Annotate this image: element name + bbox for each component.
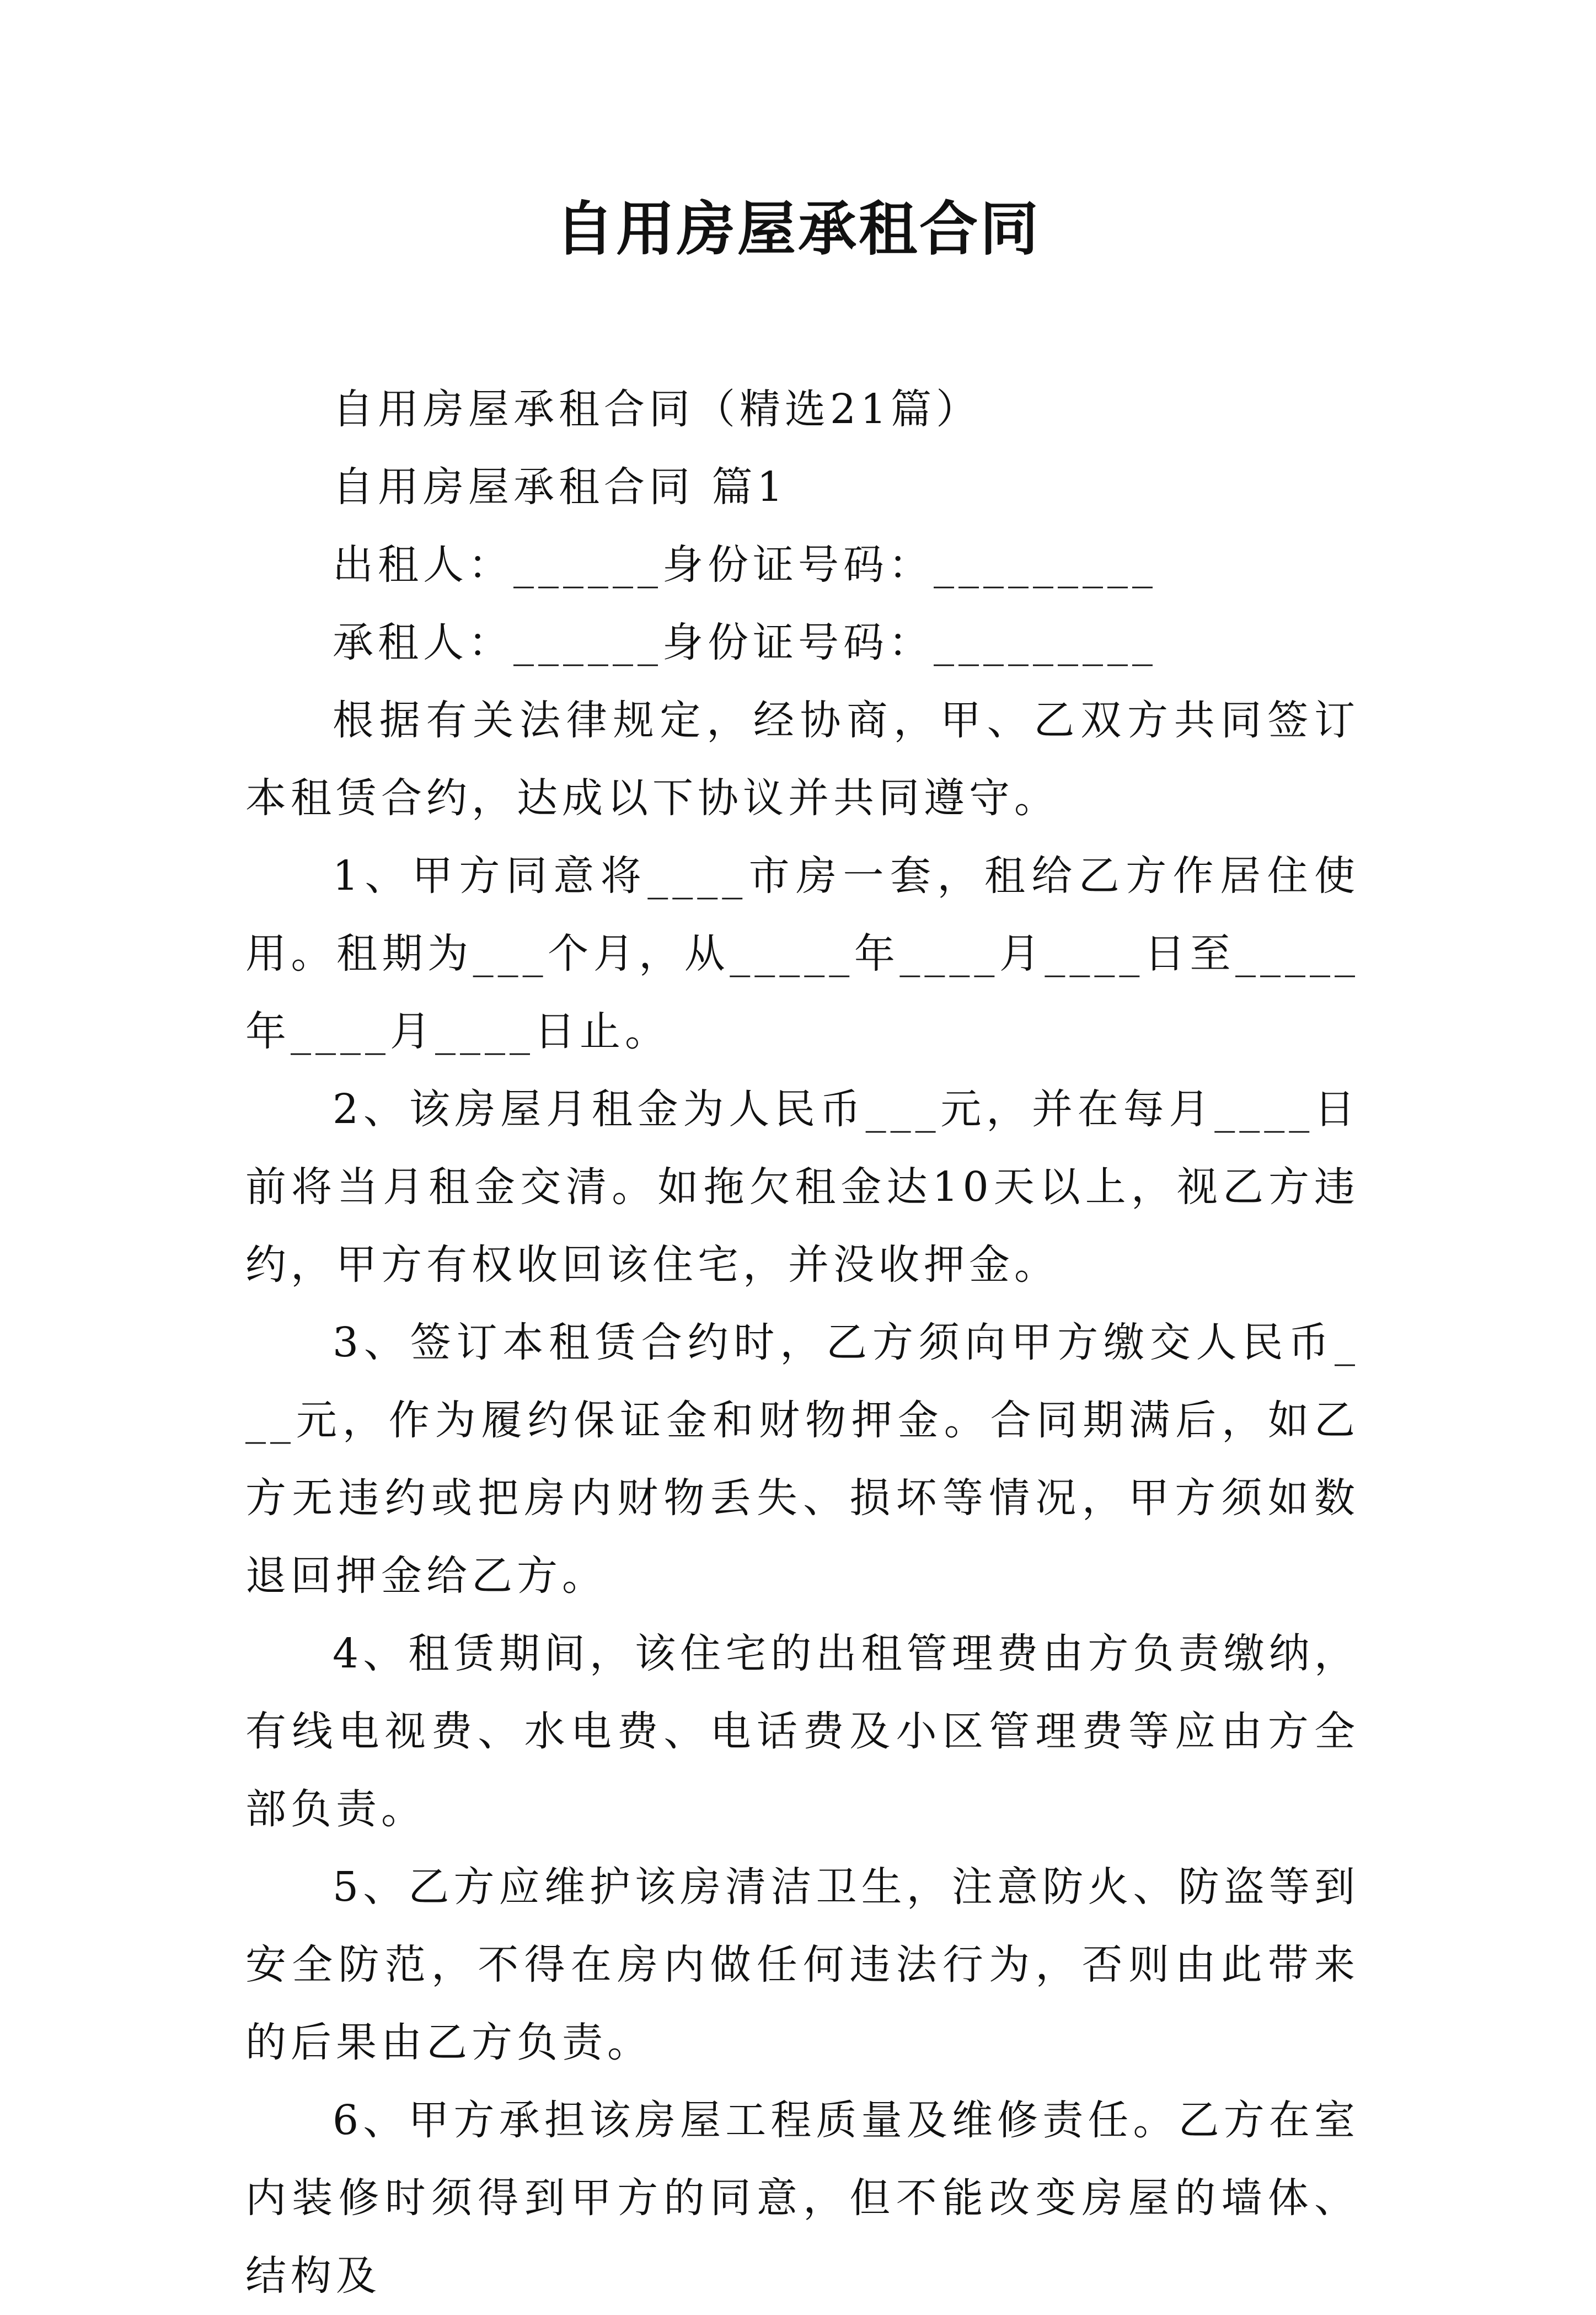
clause-4-paragraph: 4、租赁期间，该住宅的出租管理费由方负责缴纳，有线电视费、水电费、电话费及小区管理费等应由方全部负责。 (245, 1630, 1359, 1833)
document-body (245, 371, 1359, 2315)
document-title: 自用房屋承租合同 (555, 194, 1041, 263)
preamble-paragraph: 根据有关法律规定，经协商，甲、乙双方共同签订本租赁合约，达成以下协议并共同遵守。 (245, 697, 1359, 822)
clause-1-paragraph: 1、甲方同意将____市房一套，租给乙方作居住使用。租期为___个月，从_____年____月____日至_____年____月____日止。 (245, 852, 1359, 1055)
clause-2-paragraph: 2、该房屋月租金为人民币___元，并在每月____日前将当月租金交清。如拖欠租金达10天以上，视乙方违约，甲方有权收回该住宅，并没收押金。 (245, 1086, 1359, 1289)
lessee-line: 承租人：______身份证号码：_________ (333, 619, 1157, 666)
document-subtitle: 自用房屋承租合同（精选21篇） (333, 386, 982, 433)
clause-5-paragraph: 5、乙方应维护该房清洁卫生，注意防火、防盗等到安全防范，不得在房内做任何违法行为，否则由此带来的后果由乙方负责。 (245, 1863, 1359, 2066)
clause-6-paragraph: 6、甲方承担该房屋工程质量及维修责任。乙方在室内装修时须得到甲方的同意，但不能改变房屋的墙体、结构及 (245, 2097, 1359, 2300)
lessor-line: 出租人：______身份证号码：_________ (333, 541, 1157, 589)
clause-3-paragraph: 3、签订本租赁合约时，乙方须向甲方缴交人民币___元，作为履约保证金和财物押金。合同期满后，如乙方无违约或把房内财物丢失、损坏等情况，甲方须如数退回押金给乙方。 (245, 1319, 1359, 1600)
section-heading: 自用房屋承租合同 篇1 (333, 463, 788, 511)
